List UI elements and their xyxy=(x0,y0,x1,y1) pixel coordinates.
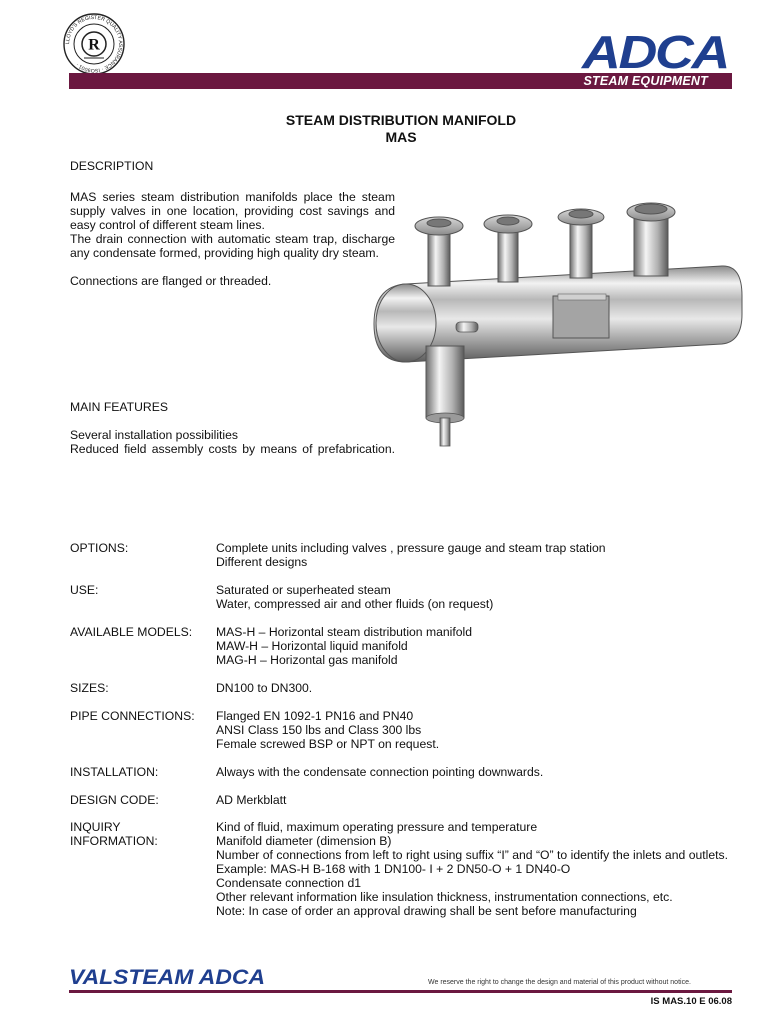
features-heading: MAIN FEATURES xyxy=(70,400,168,414)
spec-label-inquiry: INQUIRY INFORMATION: xyxy=(70,820,158,848)
feature-item: Reduced field assembly costs by means of prefabrication. xyxy=(70,442,395,456)
quality-seal-logo xyxy=(62,12,126,76)
footer-disclaimer: We reserve the right to change the design and material of this product without notice. xyxy=(428,979,691,986)
spec-value-installation: Always with the condensate connection pointing downwards. xyxy=(216,765,544,779)
spec-label-pipe-connections: PIPE CONNECTIONS: xyxy=(70,709,195,723)
spec-value-pipe-connections: Flanged EN 1092-1 PN16 and PN40 ANSI Class 150 lbs and Class 300 lbs Female screwed BSP or NPT on request. xyxy=(216,709,440,751)
feature-item: Several installation possibilities xyxy=(70,428,239,442)
spec-value-models: MAS-H – Horizontal steam distribution manifold MAW-H – Horizontal liquid manifold MAG-H – Horizontal gas manifold xyxy=(216,625,473,667)
spec-value-design-code: AD Merkblatt xyxy=(216,793,287,807)
spec-label-models: AVAILABLE MODELS: xyxy=(70,625,193,639)
spec-label-use: USE: xyxy=(70,583,99,597)
manifold-product-image xyxy=(370,196,748,452)
spec-label-installation: INSTALLATION: xyxy=(70,765,159,779)
footer-rule xyxy=(69,990,732,993)
description-paragraph-3: Connections are flanged or threaded. xyxy=(70,274,272,288)
document-title: STEAM DISTRIBUTION MANIFOLD xyxy=(285,112,517,128)
svg-text:R: R xyxy=(88,36,100,54)
valsteam-adca-logo xyxy=(68,963,268,989)
spec-label-options: OPTIONS: xyxy=(70,541,129,555)
adca-logo-text: ADCA xyxy=(580,28,728,72)
spec-value-sizes: DN100 to DN300. xyxy=(216,681,313,695)
adca-logo xyxy=(580,28,732,72)
footer-brand-text: VALSTEAM ADCA xyxy=(69,966,265,989)
header-tagline: STEAM EQUIPMENT xyxy=(583,74,708,88)
seal-text: LLOYD'S REGISTER QUALITY ASSURANCE · ISO9001 · xyxy=(64,14,124,74)
document-code: IS MAS.10 E 06.08 xyxy=(650,996,732,1007)
spec-label-design-code: DESIGN CODE: xyxy=(70,793,159,807)
spec-value-options: Complete units including valves , pressure gauge and steam trap station Different designs xyxy=(216,541,606,569)
header-bar xyxy=(69,73,732,89)
spec-value-inquiry: Kind of fluid, maximum operating pressure and temperature Manifold diameter (dimension B) Number of connections from left to right using suffix “I” and “O” to identify the inlets and outlets. Example: MAS-H B-168 with 1 DN100- I + 2 DN50-O + 1 DN40-O Condensate connection d1 Other relevant information like insulation thickness, instrumentation connections, etc. Note: In case of order an approval drawing shall be sent before manufacturing xyxy=(216,820,728,918)
description-paragraph-2: The drain connection with automatic steam trap, discharge any condensate formed, providing high quality dry steam. xyxy=(70,232,395,260)
spec-value-use: Saturated or superheated steam Water, compressed air and other fluids (on request) xyxy=(216,583,494,611)
spec-label-sizes: SIZES: xyxy=(70,681,109,695)
description-paragraph-1: MAS series steam distribution manifolds place the steam supply valves in one location, providing cost savings and easy control of different steam lines. xyxy=(70,190,395,232)
document-subtitle: MAS xyxy=(385,129,417,145)
description-heading: DESCRIPTION xyxy=(70,159,154,173)
